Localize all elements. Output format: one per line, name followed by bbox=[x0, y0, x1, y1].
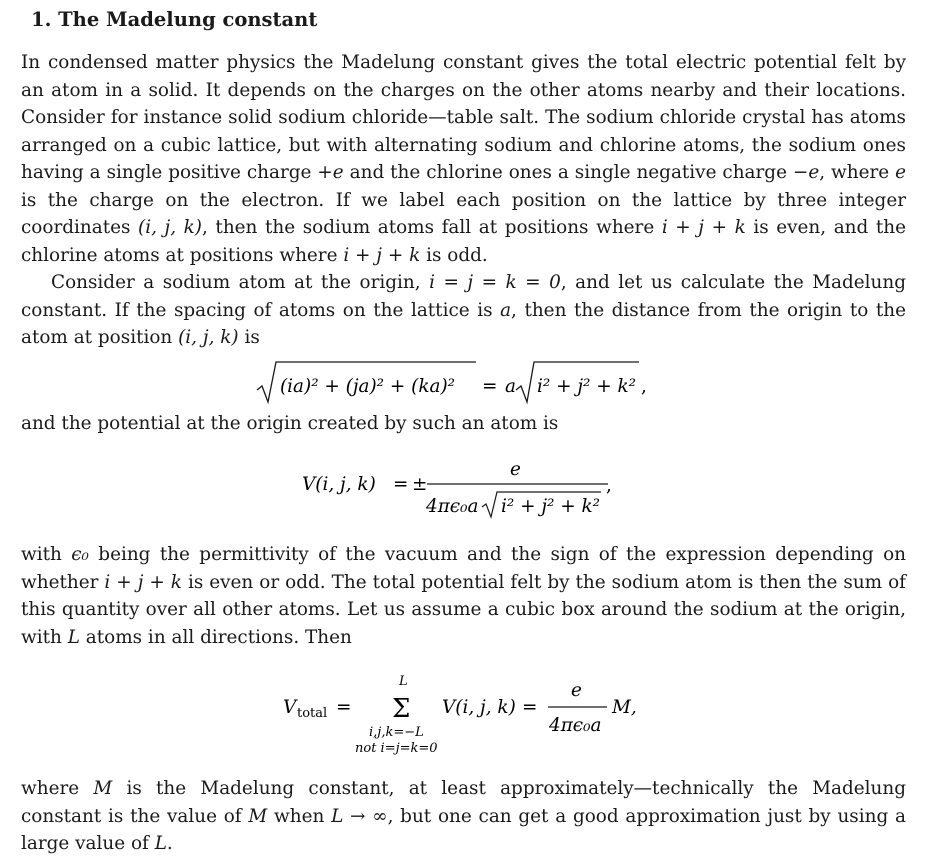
math-M: M bbox=[93, 778, 113, 799]
equation-distance bbox=[21, 352, 906, 410]
math-L-2: L bbox=[154, 833, 167, 854]
para5-start: where bbox=[21, 778, 94, 799]
total-denominator: 4πϵ₀a bbox=[549, 715, 602, 736]
potential-numerator: e bbox=[510, 459, 521, 480]
total-numerator: e bbox=[571, 680, 582, 701]
total-lhs-sub: total bbox=[297, 706, 328, 721]
total-equals: = bbox=[336, 697, 352, 718]
para2-mid1: , and let us calculate the Madelung constant. If the spacing of atoms on the lattice is bbox=[21, 272, 907, 321]
sum-lower-limit-2: not i=j=k=0 bbox=[355, 741, 438, 756]
total-M: M, bbox=[612, 697, 637, 718]
section-heading bbox=[31, 8, 906, 32]
math-e: e bbox=[895, 162, 907, 183]
potential-equals: = bbox=[393, 474, 409, 495]
total-term: V(i, j, k) bbox=[442, 697, 516, 718]
distance-rhs: i² + j² + k² bbox=[537, 375, 637, 397]
para2-mid2: , then the distance from the origin to the atom at position bbox=[21, 299, 906, 348]
para1-mid2: , where bbox=[819, 162, 896, 183]
math-origin: i = j = k = 0 bbox=[429, 272, 561, 293]
para1-mid1: and the chlorine ones a single negative charge bbox=[343, 162, 793, 183]
equation-potential-svg bbox=[21, 437, 906, 541]
potential-denominator: 4πϵ₀a bbox=[426, 496, 479, 517]
section-number: 1. bbox=[31, 8, 52, 31]
math-ijk: (i, j, k) bbox=[138, 217, 202, 238]
math-epsilon0: ϵ₀ bbox=[71, 544, 89, 565]
math-sum: i + j + k bbox=[661, 217, 746, 238]
para1-mid4: , then the sodium atoms fall at positions where bbox=[201, 217, 662, 238]
para4-start: with bbox=[21, 544, 72, 565]
distance-a: a bbox=[505, 375, 516, 397]
equation-distance-svg bbox=[21, 352, 906, 410]
total-equals-2: = bbox=[522, 697, 538, 718]
potential-pm: ± bbox=[412, 474, 428, 495]
para4-mid2: is even or odd. The total potential felt by the sodium atom is then the sum of this quantity over all other atoms. Let us assume a cubic box around the sodium at the origin, with bbox=[21, 571, 906, 648]
equation-total-svg bbox=[21, 651, 906, 775]
para2-start: Consider a sodium atom at the origin, bbox=[51, 272, 430, 293]
potential-comma: , bbox=[606, 475, 612, 496]
para5-mid3: , but one can get a good approximation just by using a large value of bbox=[21, 805, 906, 854]
total-lhs-v: V bbox=[283, 697, 297, 718]
paragraph-2 bbox=[21, 269, 906, 352]
paragraph-4 bbox=[21, 541, 906, 651]
math-L: L bbox=[67, 626, 80, 648]
para2-end: is bbox=[238, 327, 260, 348]
math-ijk-2: (i, j, k) bbox=[178, 327, 239, 348]
para4-mid1: being the permittivity of the vacuum and the sign of the expression depending on whether bbox=[21, 544, 906, 593]
equation-potential bbox=[21, 437, 906, 541]
distance-comma: , bbox=[641, 375, 647, 397]
paragraph-1 bbox=[21, 49, 906, 269]
para5-mid2: when bbox=[267, 805, 332, 827]
para4-end: atoms in all directions. Then bbox=[79, 626, 352, 648]
distance-equals: = bbox=[482, 375, 498, 397]
sum-upper-limit: L bbox=[399, 674, 408, 689]
section-title: The Madelung constant bbox=[58, 8, 318, 31]
sum-lower-limit-1: i,j,k=−L bbox=[369, 725, 424, 740]
math-a: a bbox=[500, 299, 512, 321]
para1-mid3: is the charge on the electron. If we label each position on the lattice by three integer coordinates bbox=[21, 189, 906, 238]
equation-total bbox=[21, 651, 906, 775]
para5-end: . bbox=[166, 833, 173, 854]
para1-text: In condensed matter physics the Madelung constant gives the total electric potential felt by an atom in a solid. It depends on the charges on the other atoms nearby and their locations. Consider for instance solid sodium chloride—table salt. The sodium chloride crystal has atoms arranged on a cubic lattice, but with alternating sodium and chlorine atoms, the sodium ones having a single positive charge bbox=[21, 52, 906, 183]
para5-mid1: is the Madelung constant, at least approximately—technically the Madelung constant is the value of bbox=[21, 778, 906, 827]
document-page bbox=[21, 8, 906, 858]
paragraph-5 bbox=[21, 775, 906, 858]
distance-lhs: (ia)² + (ja)² + (ka)² bbox=[280, 375, 455, 397]
math-limit: L → ∞ bbox=[331, 805, 388, 827]
potential-lhs: V(i, j, k) bbox=[302, 474, 376, 495]
para1-end: is odd. bbox=[420, 244, 488, 266]
math-M-2: M bbox=[248, 805, 268, 827]
math-plus-e: +e bbox=[317, 162, 344, 183]
paragraph-3: and the potential at the origin created by such an atom is bbox=[21, 412, 559, 434]
math-sum-3: i + j + k bbox=[104, 571, 182, 593]
sum-sigma: Σ bbox=[392, 694, 411, 724]
para1-mid5: is even, and the chlorine atoms at positions where bbox=[21, 217, 906, 266]
math-minus-e: −e bbox=[792, 162, 820, 183]
potential-root: i² + j² + k² bbox=[501, 496, 601, 517]
math-sum-2: i + j + k bbox=[343, 244, 421, 266]
